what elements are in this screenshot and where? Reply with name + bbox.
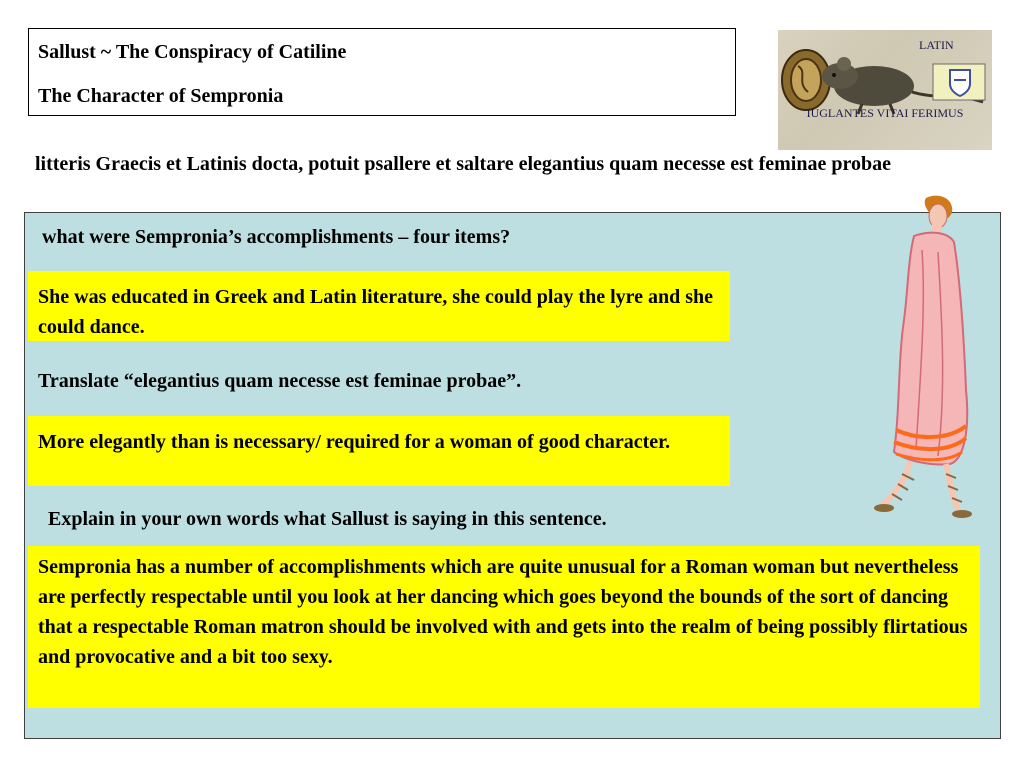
answer-2: More elegantly than is necessary/ required for a woman of good character. [28,416,730,486]
question-2: Translate “elegantius quam necesse est feminae probae”. [38,370,522,392]
title-box [28,28,736,116]
page-title: Sallust ~ The Conspiracy of Catiline [38,41,347,63]
logo-label: LATIN [919,38,954,52]
page-subtitle: The Character of Sempronia [38,85,284,107]
answer-3: Sempronia has a number of accomplishments which are quite unusual for a Roman woman but nevertheless are perfectly respectable until you look at her dancing which goes beyond the bounds of the sort of dancing that a respectable Roman matron should be involved with and gets into the realm of being possibly flirtatious and provocative and a bit too sexy. [28,546,980,708]
roman-woman-dancer-icon [868,190,980,522]
question-1: what were Sempronia’s accomplishments – four items? [42,226,511,248]
answer-1: She was educated in Greek and Latin literature, she could play the lyre and she could dance. [28,271,730,341]
logo-motto: IUGLANTES VITAI FERIMUS [806,106,964,120]
latin-passage: litteris Graecis et Latinis docta, potuit psallere et saltare elegantius quam necesse est feminae probae [35,153,891,175]
mouse-mosaic-icon [778,30,992,150]
latin-logo [778,30,992,150]
question-3: Explain in your own words what Sallust is saying in this sentence. [48,508,607,530]
